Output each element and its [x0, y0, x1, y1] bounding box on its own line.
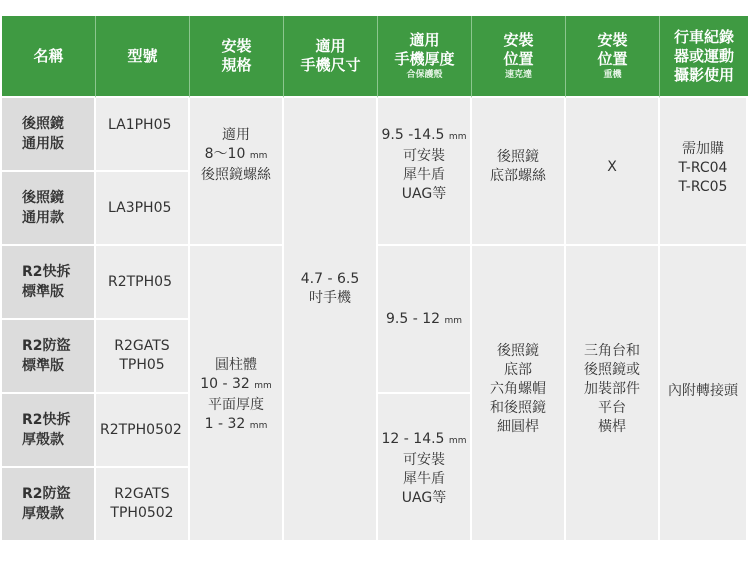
- phone-cell: [284, 98, 378, 542]
- thick-a-line3: 犀牛盾: [403, 167, 445, 183]
- row-name-line2: 通用款: [22, 210, 64, 226]
- row-name-line2: 厚殼款: [22, 432, 64, 448]
- spec-table: [2, 16, 748, 542]
- spec-cell-a: [190, 98, 284, 246]
- thick-c-unit: mm: [448, 436, 467, 446]
- thick-c-value: 12 - 14.5: [381, 431, 445, 447]
- header-thickness-line1: 適用: [409, 30, 440, 49]
- spec-b-value1: 10 - 32: [200, 376, 250, 392]
- thick-a-line1: [378, 126, 470, 147]
- row-name: [2, 320, 96, 394]
- spec-b-value2: 1 - 32: [204, 416, 246, 432]
- thick-a-unit: mm: [448, 132, 467, 142]
- header-spec-line2: 規格: [221, 56, 252, 74]
- header-row: [2, 16, 748, 98]
- header-phone-line2: 手機尺寸: [300, 56, 361, 74]
- header-recorder: [660, 16, 748, 98]
- spec-b-unit1: mm: [254, 381, 272, 391]
- spec-a-line3: 後照鏡螺絲: [201, 167, 271, 183]
- row-name-line1: R2防盜: [22, 338, 71, 354]
- spec-cell-b: [190, 246, 284, 542]
- spec-b-line2: [190, 375, 282, 396]
- spec-b-line4: [190, 415, 282, 436]
- row-name-line2: 標準版: [22, 284, 64, 300]
- row-model: [96, 394, 190, 468]
- thickness-cell-c: [378, 394, 472, 542]
- row-model-line2: TPH0502: [110, 505, 174, 521]
- pos-a-line2: 底部螺絲: [490, 168, 546, 184]
- pos2-b-line5: 橫桿: [598, 419, 626, 435]
- row-model-line1: LA1PH05: [108, 117, 172, 133]
- pos-b-line2: 底部: [504, 362, 532, 378]
- pos-b-line3: 六角螺帽: [490, 381, 546, 397]
- table-row: [2, 98, 748, 172]
- header-position-sub: 速克達: [504, 69, 532, 80]
- row-name-line1: 後照鏡: [22, 190, 64, 206]
- header-position-line2: 位置: [503, 49, 534, 68]
- rec-b-line1: 內附轉接頭: [668, 383, 738, 399]
- row-model-line1: R2TPH05: [108, 273, 172, 290]
- header-position2-line2: 位置: [597, 49, 628, 68]
- phone-line1: 4.7 - 6.5: [300, 271, 360, 287]
- header-position-line1: 安裝: [503, 30, 534, 49]
- header-model: [96, 16, 190, 98]
- thick-a-line2: 可安裝: [403, 148, 445, 164]
- pos2-b-line3: 加裝部件: [584, 381, 640, 397]
- row-name-line1: R2快拆: [22, 264, 71, 280]
- row-name-line1: R2防盜: [22, 486, 71, 502]
- pos-b-line1: 後照鏡: [497, 343, 539, 359]
- spec-a-line2: [190, 145, 282, 166]
- pos-a-line1: 後照鏡: [497, 149, 539, 165]
- spec-b-line3: 平面厚度: [208, 397, 264, 413]
- header-name: [2, 16, 96, 98]
- pos2-b-line1: 三角台和: [584, 343, 640, 359]
- header-spec: [190, 16, 284, 98]
- pos2-a-line1: X: [607, 159, 617, 175]
- row-model-line1: R2GATS: [114, 338, 170, 354]
- row-model-line1: LA3PH05: [108, 199, 172, 216]
- thick-c-line1: [378, 430, 470, 451]
- row-model-line1: R2GATS: [114, 486, 170, 502]
- row-model-line1: R2TPH0502: [100, 421, 182, 438]
- row-model: [96, 246, 190, 320]
- row-model-line2: TPH05: [119, 357, 165, 373]
- row-name-line1: 後照鏡: [22, 116, 64, 132]
- thick-a-value: 9.5 -14.5: [381, 127, 445, 143]
- pos2-b-line2: 後照鏡或: [584, 362, 640, 378]
- row-name: [2, 394, 96, 468]
- spec-b-line1: 圓柱體: [215, 357, 257, 373]
- row-name: [2, 468, 96, 542]
- thick-c-line4: UAG等: [401, 490, 447, 506]
- position-cell-b: [472, 246, 566, 542]
- spec-b-unit2: mm: [249, 421, 268, 431]
- row-name-line2: 通用版: [22, 136, 64, 152]
- row-model: [96, 468, 190, 542]
- thick-b-unit: mm: [444, 316, 463, 326]
- pos-b-line5: 細圓桿: [497, 419, 539, 435]
- row-name: [2, 98, 96, 172]
- phone-line2: 吋手機: [309, 290, 351, 306]
- header-spec-line1: 安裝: [221, 37, 252, 55]
- rec-a-line2: T-RC04: [678, 160, 728, 176]
- header-phone: [284, 16, 378, 98]
- pos2-b-line4: 平台: [598, 400, 626, 416]
- thick-c-line3: 犀牛盾: [403, 471, 445, 487]
- pos-b-line4: 和後照鏡: [490, 400, 546, 416]
- rec-a-line1: 需加購: [682, 141, 724, 157]
- row-model: [96, 320, 190, 394]
- spec-a-unit: mm: [249, 151, 268, 161]
- row-name: [2, 246, 96, 320]
- thick-c-line2: 可安裝: [403, 452, 445, 468]
- recorder-cell-b: [660, 246, 748, 542]
- row-name-line2: 厚殼款: [22, 506, 64, 522]
- header-thickness-line2: 手機厚度: [394, 49, 455, 68]
- header-position2-sub: 重機: [603, 69, 622, 80]
- position-cell-a: [472, 98, 566, 246]
- row-name: [2, 172, 96, 246]
- thick-b-line1: [378, 310, 470, 331]
- thickness-cell-a: [378, 98, 472, 246]
- spec-a-line1: 適用: [222, 127, 250, 143]
- recorder-cell-a: [660, 98, 748, 246]
- row-name-line1: R2快拆: [22, 412, 71, 428]
- position2-cell-b: [566, 246, 660, 542]
- thick-b-value: 9.5 - 12: [385, 311, 441, 327]
- thickness-cell-b: [378, 246, 472, 394]
- header-recorder-line2: 器或運動: [673, 46, 734, 65]
- row-model: [96, 98, 190, 172]
- row-name-line2: 標準版: [22, 358, 64, 374]
- thick-a-line4: UAG等: [401, 186, 447, 202]
- row-model: [96, 172, 190, 246]
- header-phone-line1: 適用: [315, 37, 346, 55]
- rec-a-line3: T-RC05: [678, 179, 728, 195]
- header-thickness: [378, 16, 472, 98]
- header-model-label: 型號: [127, 46, 158, 65]
- header-recorder-line1: 行車紀錄: [673, 27, 734, 46]
- header-position2: [566, 16, 660, 98]
- header-thickness-sub: 合保護殼: [406, 69, 443, 80]
- header-position2-line1: 安裝: [597, 30, 628, 49]
- header-name-label: 名稱: [33, 46, 64, 65]
- header-position: [472, 16, 566, 98]
- position2-cell-a: [566, 98, 660, 246]
- spec-a-value: 8～10: [204, 146, 246, 162]
- header-recorder-line3: 攝影使用: [673, 65, 734, 84]
